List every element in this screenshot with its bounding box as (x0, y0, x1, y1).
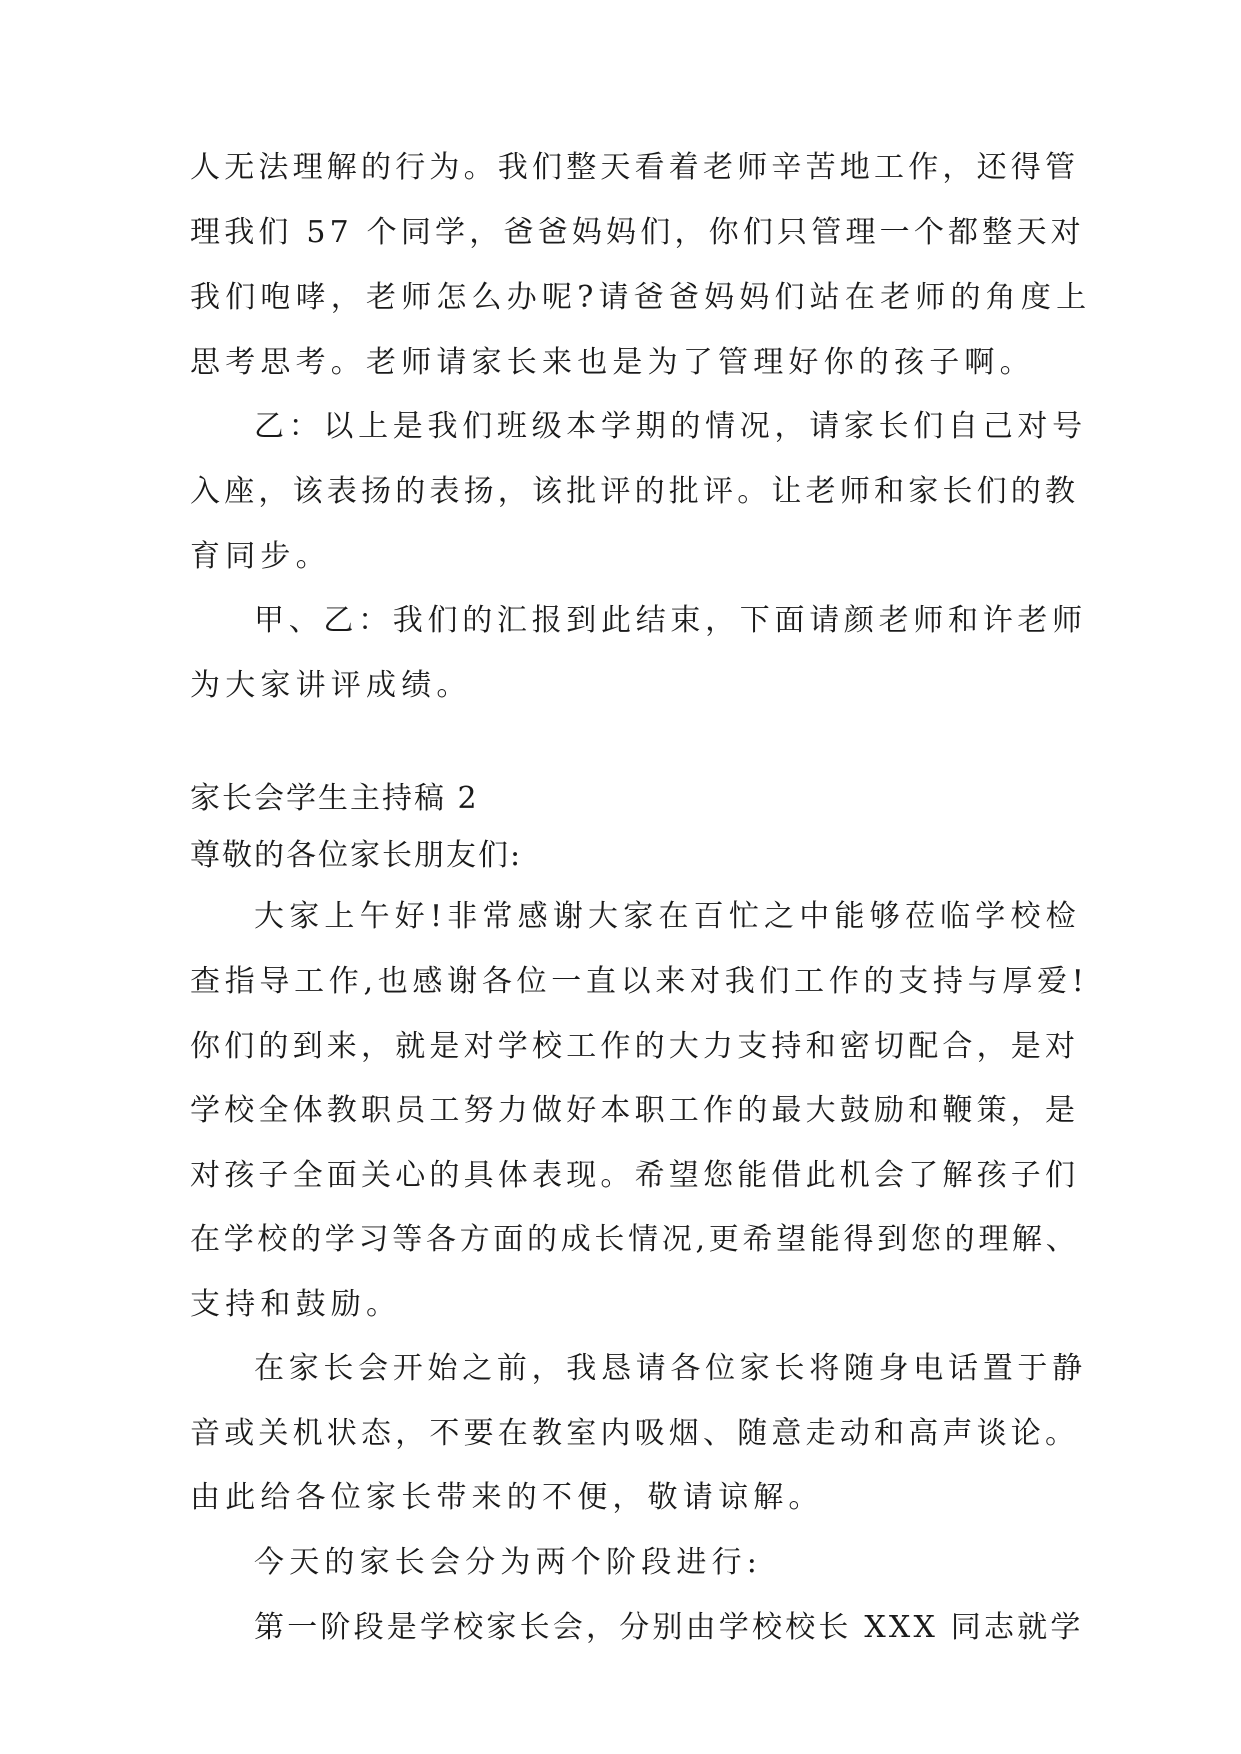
paragraph-line: 入座，该表扬的表扬，该批评的批评。让老师和家长们的教 (190, 474, 1080, 509)
paragraph-line: 为大家讲评成绩。 (190, 668, 472, 703)
paragraph-line: 今天的家长会分为两个阶段进行: (254, 1545, 763, 1580)
paragraph-line: 在学校的学习等各方面的成长情况,更希望能得到您的理解、 (190, 1222, 1080, 1257)
paragraph-line: 乙：以上是我们班级本学期的情况，请家长们自己对号 (254, 409, 1087, 444)
paragraph-line: 对孩子全面关心的具体表现。希望您能借此机会了解孩子们 (190, 1158, 1080, 1193)
paragraph-line: 育同步。 (190, 539, 331, 574)
paragraph-line: 大家上午好!非常感谢大家在百忙之中能够莅临学校检 (254, 899, 1081, 934)
paragraph-line: 查指导工作,也感谢各位一直以来对我们工作的支持与厚爱! (190, 964, 1089, 999)
paragraph-line: 甲、乙：我们的汇报到此结束，下面请颜老师和许老师 (254, 603, 1087, 638)
paragraph-line: 由此给各位家长带来的不便，敬请谅解。 (190, 1480, 824, 1515)
paragraph-line: 我们咆哮，老师怎么办呢?请爸爸妈妈们站在老师的角度上 (190, 280, 1092, 315)
paragraph-line: 思考思考。老师请家长来也是为了管理好你的孩子啊。 (190, 345, 1035, 380)
paragraph-line: 学校全体教职员工努力做好本职工作的最大鼓励和鞭策，是 (190, 1093, 1080, 1128)
paragraph-line: 第一阶段是学校家长会，分别由学校校长 XXX 同志就学 (254, 1610, 1084, 1645)
paragraph-line: 理我们 57 个同学，爸爸妈妈们，你们只管理一个都整天对 (190, 215, 1085, 250)
section-heading: 家长会学生主持稿 2 (190, 781, 479, 816)
salutation: 尊敬的各位家长朋友们: (190, 838, 523, 873)
paragraph-line: 音或关机状态，不要在教室内吸烟、随意走动和高声谈论。 (190, 1416, 1080, 1451)
paragraph-line: 人无法理解的行为。我们整天看着老师辛苦地工作，还得管 (190, 150, 1080, 185)
paragraph-line: 支持和鼓励。 (190, 1287, 402, 1322)
paragraph-line: 在家长会开始之前，我恳请各位家长将随身电话置于静 (254, 1351, 1087, 1386)
paragraph-line: 你们的到来，就是对学校工作的大力支持和密切配合，是对 (190, 1029, 1080, 1064)
